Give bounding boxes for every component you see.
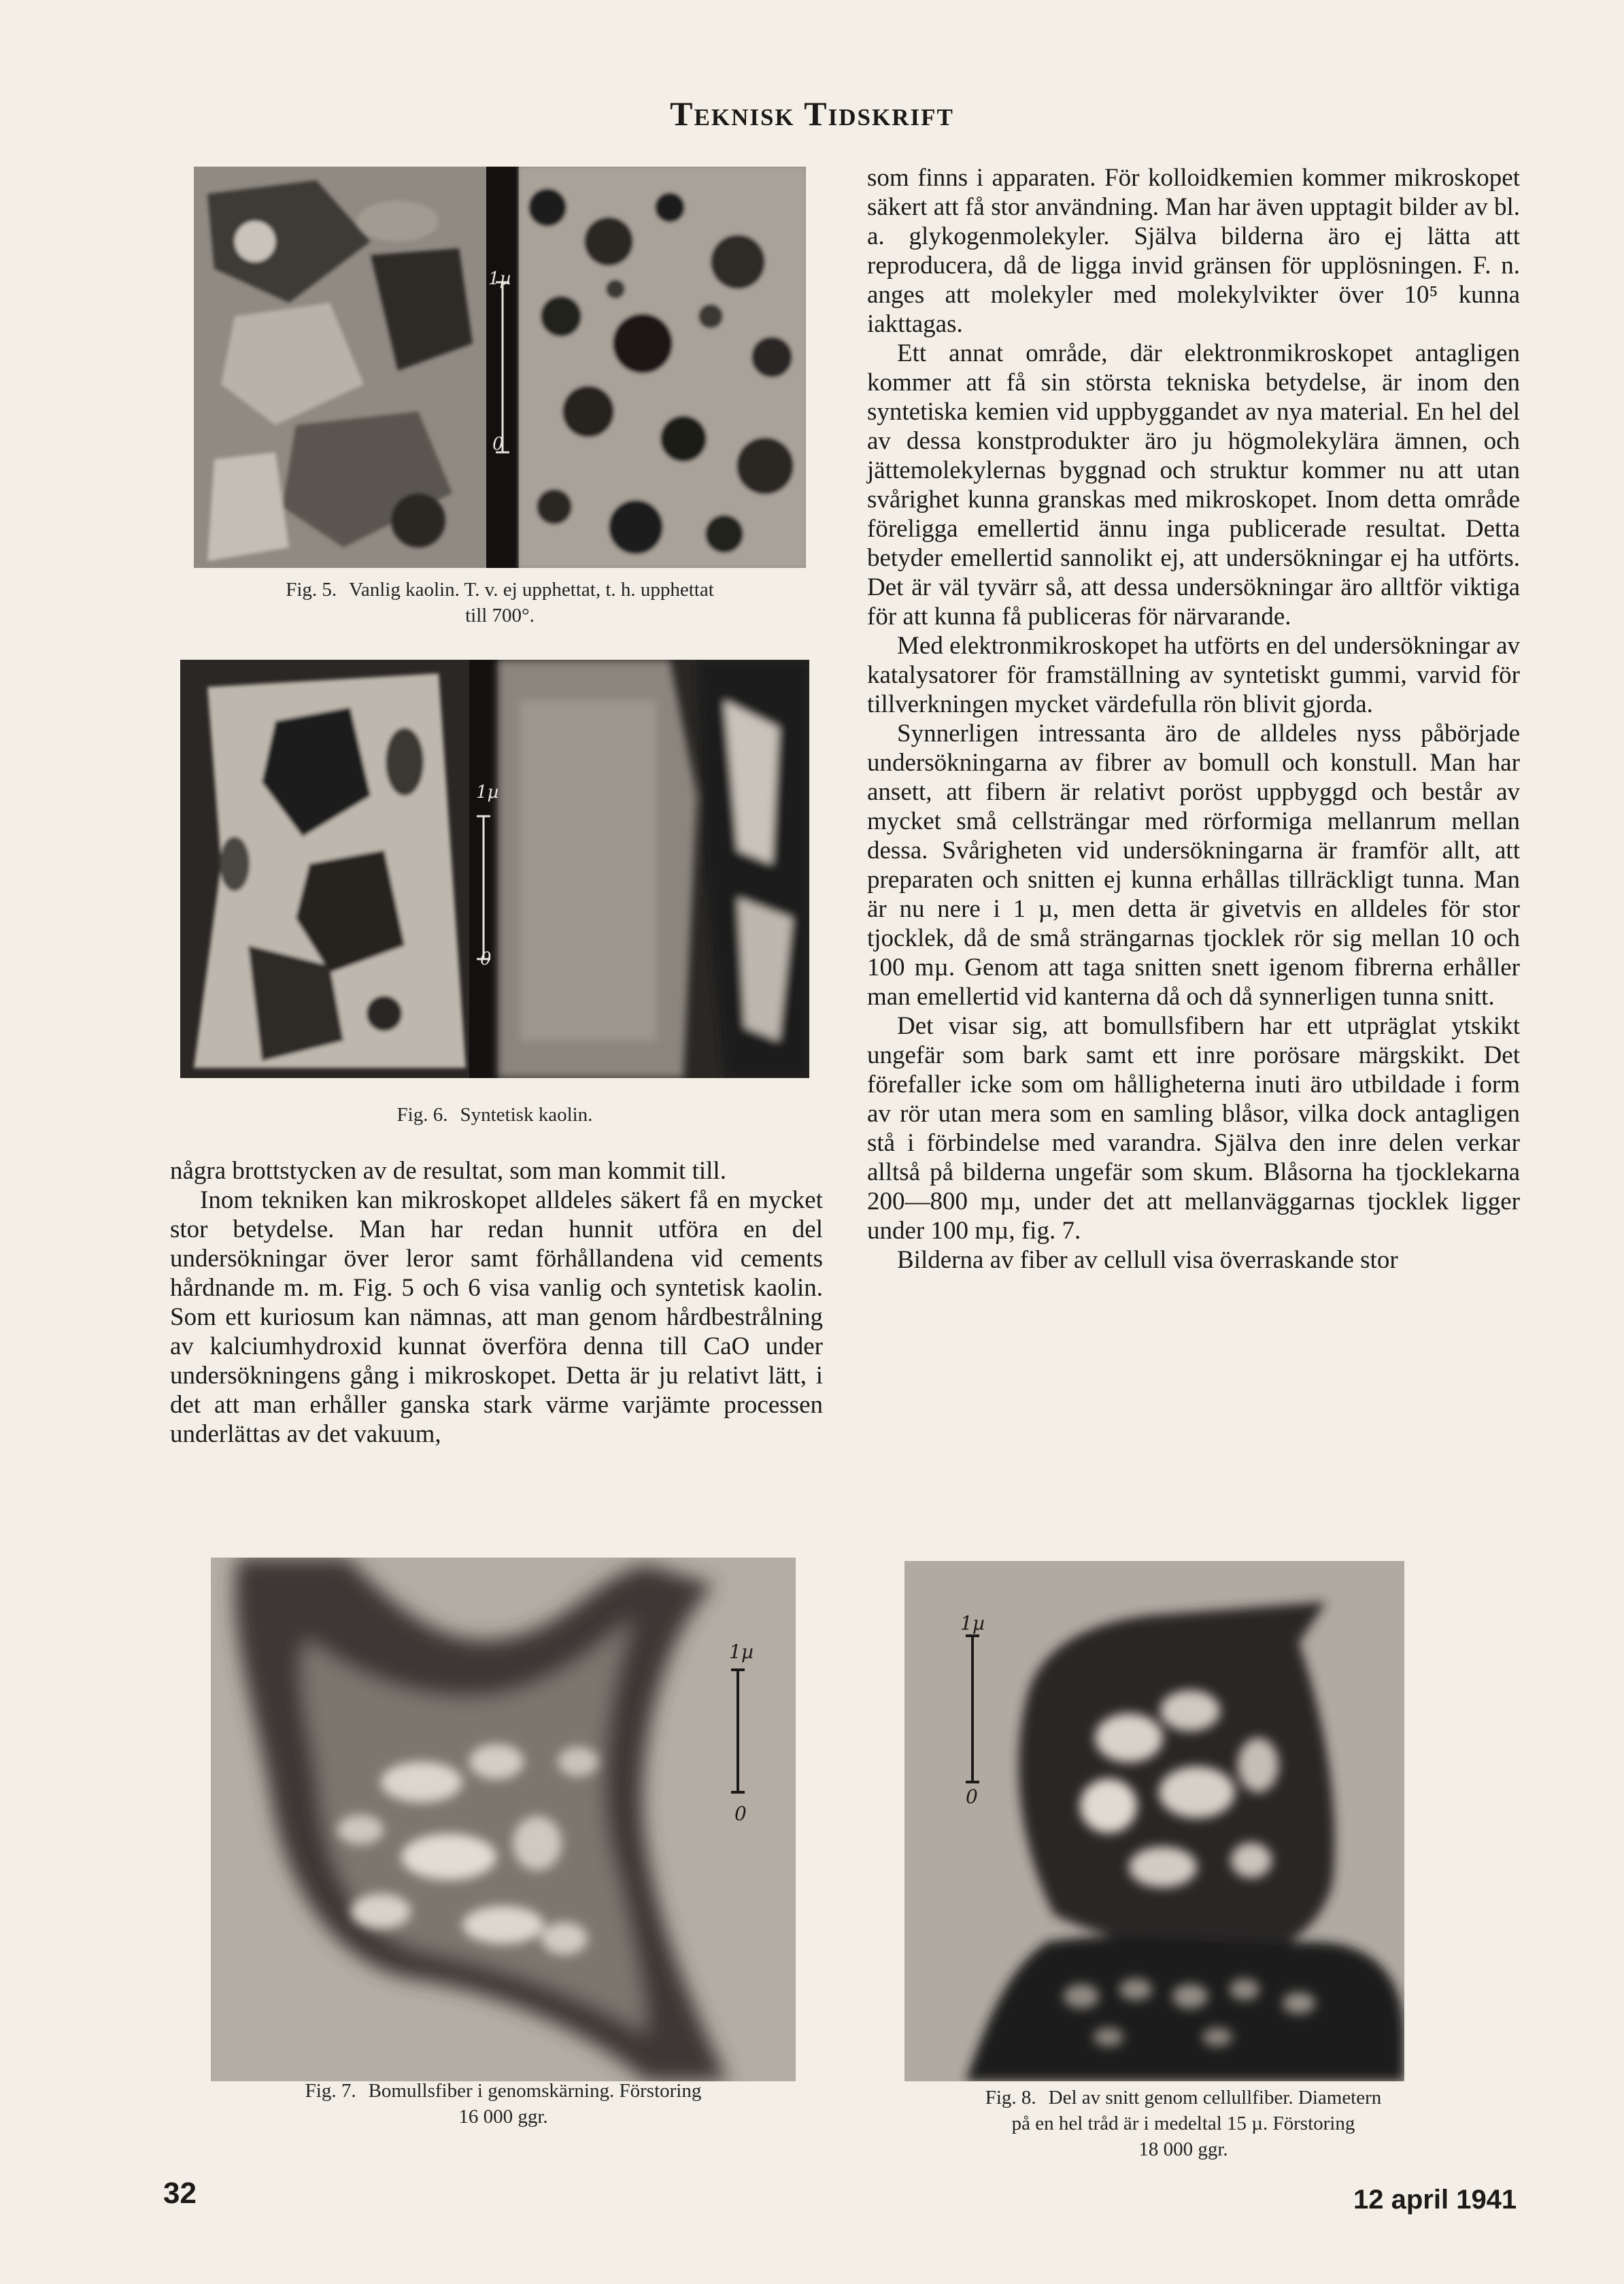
figure-7-caption bbox=[197, 2078, 809, 2130]
figure-5-micrograph bbox=[194, 167, 806, 568]
page-number: 32 bbox=[163, 2177, 197, 2210]
journal-title: Teknisk Tidskrift bbox=[670, 95, 954, 133]
figure-5-scale-top: 1µ bbox=[488, 269, 511, 289]
figure-8-scale-top: 1µ bbox=[960, 1612, 985, 1634]
right-column-paragraph-3: Med elektronmikroskopet ha utförts en del undersökningar av katalysatorer för framställning av syntetiskt gummi, varvid för tillverkningen mycket värdefulla rön blivit gjorda. bbox=[867, 632, 1520, 718]
figure-5-scale-bottom: 0 bbox=[492, 434, 504, 454]
figure-6-number: Fig. 6. bbox=[396, 1104, 448, 1126]
figure-5-caption-line2: till 700°. bbox=[465, 605, 535, 626]
figure-8-caption-line2: på en hel tråd är i medeltal 15 µ. Förstoring bbox=[1011, 2113, 1355, 2134]
figure-5-caption bbox=[194, 577, 806, 628]
right-column-paragraph-6: Bilderna av fiber av cellull visa överraskande stor bbox=[897, 1246, 1398, 1274]
figure-7-scale-bottom: 0 bbox=[734, 1802, 747, 1825]
figure-6-scale-bottom: 0 bbox=[480, 949, 492, 969]
right-column-paragraph-1: som finns i apparaten. För kolloidkemien kommer mikroskopet säkert att få stor användning. Man har även upptagit bilder av bl. a. glykogenmolekyler. Själva bilderna äro ej lätta att reproducera, då de ligga invid gränsen för upplösningen. F. n. anges att molekyler med molekylvikter över 10⁵ kunna iakttagas. bbox=[867, 164, 1520, 338]
figure-5-number: Fig. 5. bbox=[286, 579, 337, 601]
figure-7-caption-line1: Bomullsfiber i genomskärning. Förstoring bbox=[368, 2080, 702, 2102]
figure-6-scale-top: 1µ bbox=[476, 782, 499, 803]
figure-8-caption bbox=[898, 2085, 1469, 2162]
issue-date: 12 april 1941 bbox=[1353, 2185, 1517, 2215]
figure-8-number: Fig. 8. bbox=[985, 2087, 1036, 2109]
figure-6-caption bbox=[180, 1102, 809, 1128]
figure-8-caption-line1: Del av snitt genom cellullfiber. Diametern bbox=[1048, 2087, 1382, 2109]
figure-6-image bbox=[180, 660, 809, 1078]
figure-5-image bbox=[194, 167, 806, 568]
figure-6-micrograph bbox=[180, 660, 809, 1078]
right-column-paragraph-4: Synnerligen intressanta äro de alldeles nyss påbörjade undersökningarna av fibrer av bomull och konstull. Man har ansett, att fibern är relativt poröst uppbyggd och består av mycket små cellsträngar med rörformiga mellanrum mellan dessa. Svårigheten vid undersökningarna är framför allt, att preparaten och snitten ej kunna erhållas tillräckligt tunna. Man är nu nere i 1 µ, men detta är givetvis en alldeles för stor tjocklek, då de små strängarnas tjocklek rör sig mellan 10 och 100 mµ. Genom att taga snitten snett igenom fibrerna erhåller man emellertid vid kanterna då och då synnerligen tunna snitt. bbox=[867, 720, 1520, 1011]
figure-7-scale-top: 1µ bbox=[729, 1641, 754, 1663]
figure-8-micrograph bbox=[904, 1561, 1404, 2081]
figure-7-number: Fig. 7. bbox=[305, 2080, 356, 2102]
left-column bbox=[170, 1156, 823, 1449]
left-column-paragraph-2: Inom tekniken kan mikroskopet alldeles säkert få en mycket stor betydelse. Man har redan hunnit utföra en del undersökningar över leror samt förhållandena vid cements hårdnande m. m. Fig. 5 och 6 visa vanlig och syntetisk kaolin. Som ett kuriosum kan nämnas, att man genom hårdbestrålning av kalciumhydroxid kunnat överföra denna till CaO under undersökningens gång i mikroskopet. Detta är ju relativt lätt, i det att man erhåller ganska stark värme varjämte processen underlättas av det vakuum, bbox=[170, 1186, 823, 1448]
figure-8-caption-line3: 18 000 ggr. bbox=[1138, 2138, 1228, 2160]
right-column bbox=[867, 163, 1520, 1275]
figure-5-caption-line1: Vanlig kaolin. T. v. ej upphettat, t. h. upphettat bbox=[349, 579, 714, 601]
figure-7-image bbox=[211, 1558, 796, 2081]
left-column-paragraph-1: några brottstycken av de resultat, som man kommit till. bbox=[170, 1157, 726, 1185]
figure-6-caption-text: Syntetisk kaolin. bbox=[460, 1104, 593, 1126]
figure-7-caption-line2: 16 000 ggr. bbox=[458, 2106, 548, 2128]
figure-8-image bbox=[904, 1561, 1404, 2081]
right-column-paragraph-2: Ett annat område, där elektronmikroskopet antagligen kommer att få sin största tekniska betydelse, är inom den syntetiska kemien vid uppbyggandet av nya material. En hel del av dessa konstprodukter äro ju högmolekylära ämnen, och jättemolekylernas byggnad och struktur kommer nu att utan svårighet kunna granskas med mikroskopet. Inom detta område föreligga emellertid ännu inga publicerade resultat. Detta betyder emellertid sannolikt ej, att undersökningar ej ha utförts. Det är väl tyvärr så, att dessa undersökningar äro alltför viktiga för att kunna få publiceras för närvarande. bbox=[867, 339, 1520, 631]
right-column-paragraph-5: Det visar sig, att bomullsfibern har ett utpräglat ytskikt ungefär som bark samt ett inre porösare märgskikt. Det förefaller icke som om hålligheterna inuti äro utbildade i form av rör utan mera som en samling blåsor, vilka dock antagligen stå i förbindelse med varandra. Själva den inre delen verkar alltså på bilderna ungefär som skum. Blåsorna ha tjocklekarna 200—800 mµ, under det att mellanväggarnas tjocklek ligger under 100 mµ, fig. 7. bbox=[867, 1012, 1520, 1245]
figure-7-micrograph bbox=[211, 1558, 796, 2081]
figure-8-scale-bottom: 0 bbox=[966, 1785, 978, 1808]
